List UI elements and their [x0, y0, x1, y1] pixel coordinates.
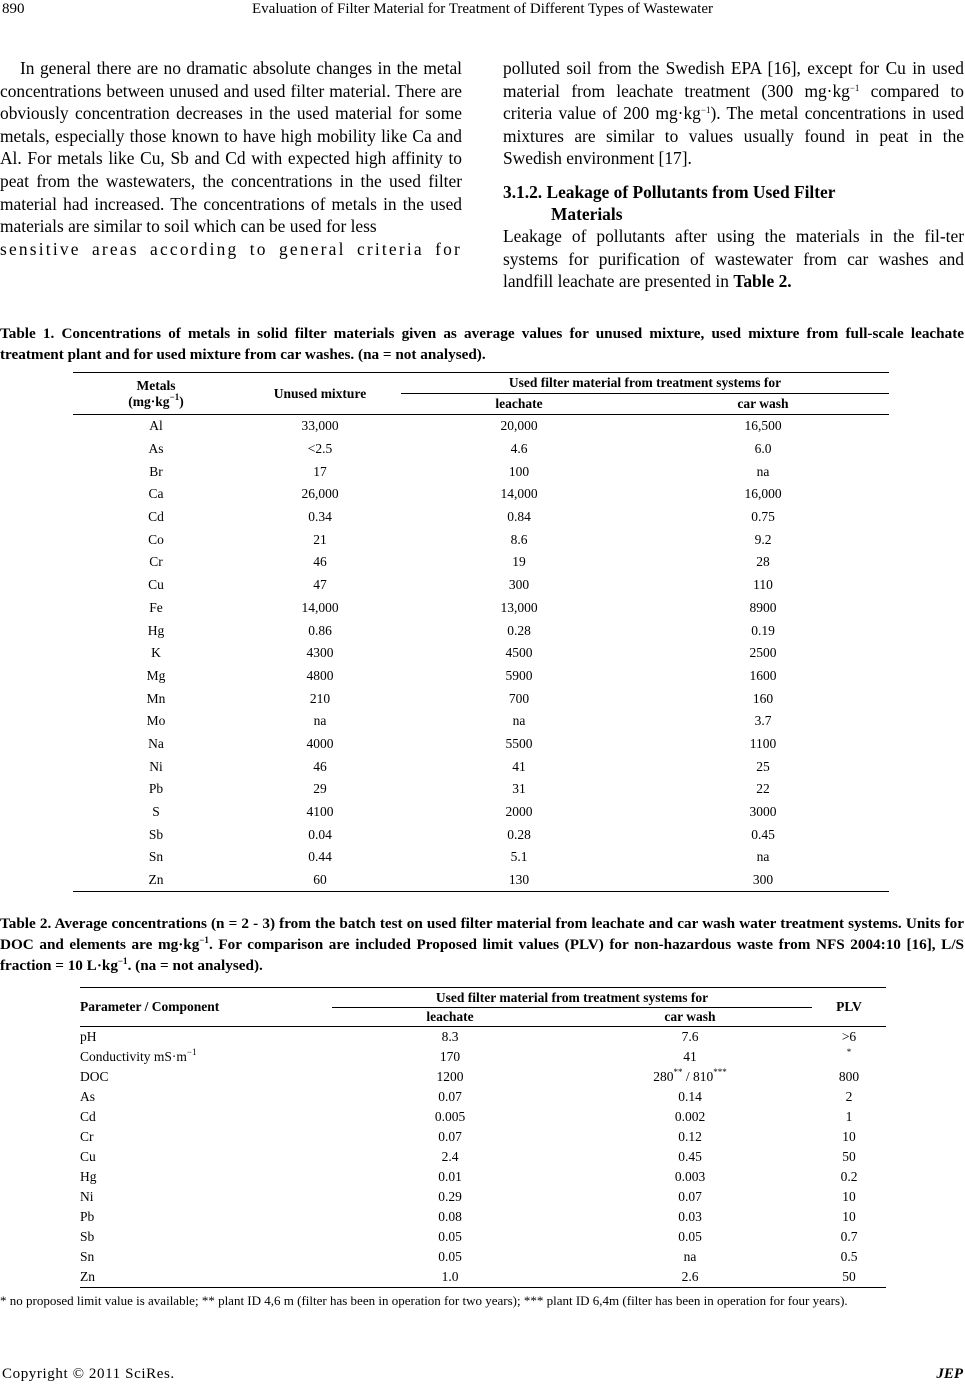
- table-row: [73, 597, 889, 620]
- cell-carwash: 22: [756, 781, 770, 797]
- table-row: [80, 1267, 886, 1288]
- table-row: [73, 574, 889, 597]
- cell-parameter: Sn: [80, 1249, 95, 1264]
- cell-metal: Mn: [146, 690, 166, 706]
- text-run: compared to criteria value of 200 mg·kg: [503, 80, 964, 124]
- cell-unused: 4100: [306, 804, 334, 820]
- cell-carwash: [568, 1067, 812, 1087]
- cell-unused: 14,000: [301, 599, 339, 615]
- cell-plv: 0.5: [840, 1249, 858, 1264]
- cell-unused: 46: [313, 758, 327, 774]
- cell-carwash: 0.45: [678, 1149, 702, 1164]
- cell-carwash: 0.07: [678, 1189, 702, 1204]
- cell-carwash: 6.0: [754, 441, 772, 457]
- body-line: In general there are no dramatic absolute changes in: [20, 58, 392, 78]
- cell-leachate: 0.07: [438, 1129, 462, 1144]
- cell-parameter: Ni: [80, 1189, 94, 1204]
- cell-plv: [812, 1047, 886, 1067]
- cell-leachate: 19: [512, 554, 526, 570]
- cell-text: Conductivity mS·m: [80, 1049, 187, 1064]
- table-row: [73, 846, 889, 869]
- cell-carwash: 0.14: [678, 1089, 702, 1104]
- units-label: (mg·kg: [128, 393, 170, 409]
- cell-unused: <2.5: [307, 441, 333, 457]
- cell-carwash: 16,500: [744, 418, 782, 434]
- cell-metal: Cd: [148, 509, 164, 525]
- table-row: [73, 801, 889, 824]
- text-run: Leakage of pollutants after using the materials in the fil-ter systems for purification of wastewater from car washes and landfill leachate are presented in: [503, 225, 964, 292]
- cell-text: 280: [653, 1069, 674, 1084]
- cell-unused: 46: [313, 554, 327, 570]
- body-line: wastewaters, the concentrations in the used filter material: [0, 170, 463, 214]
- right-column: [503, 57, 964, 293]
- table-row: [73, 619, 889, 642]
- page-number: 890: [2, 1, 25, 17]
- cell-leachate: 100: [508, 463, 530, 479]
- cell-leachate: 8.6: [510, 531, 528, 547]
- cell-carwash: 7.6: [681, 1029, 699, 1044]
- cell-metal: Cr: [149, 554, 163, 570]
- section-heading: [503, 181, 964, 225]
- table-row: [80, 1187, 886, 1207]
- cell-leachate: 1.0: [332, 1267, 568, 1288]
- cell-carwash: 41: [683, 1049, 697, 1064]
- text-run: polluted soil from the Swedish EPA [16], except for Cu in used material from leachate treatment (300 mg·kg: [503, 58, 964, 101]
- cell-parameter: Cr: [80, 1129, 94, 1144]
- cell-unused: 4000: [306, 735, 334, 751]
- cell-carwash: na: [756, 463, 770, 479]
- cell-leachate: 13,000: [500, 599, 538, 615]
- table-row: [73, 823, 889, 846]
- table-row: [73, 438, 889, 461]
- cell-leachate: 170: [439, 1049, 461, 1064]
- table-row: [73, 710, 889, 733]
- table2-footnote: * no proposed limit value is available; ** plant ID 4,6 m (filter has been in operation for two years); *** plant ID 6,4m (filter has been in operation for four years).: [0, 1293, 848, 1308]
- cell-plv: 1: [845, 1109, 853, 1124]
- cell-unused: 0.86: [308, 622, 332, 638]
- cell-parameter: pH: [80, 1029, 97, 1044]
- cell-metal: Hg: [147, 622, 165, 638]
- cell-plv: 10: [842, 1129, 856, 1144]
- cell-carwash: 0.03: [678, 1209, 702, 1224]
- cell-parameter: DOC: [80, 1069, 109, 1084]
- cell-carwash: 1100: [749, 735, 777, 751]
- cell-leachate: 0.08: [438, 1209, 462, 1224]
- col-header-unused: Unused mixture: [239, 373, 401, 415]
- cell-carwash: 110: [753, 577, 773, 593]
- cell-unused: 33,000: [301, 418, 339, 434]
- superscript: −1: [849, 82, 860, 93]
- cell-parameter: As: [80, 1089, 96, 1104]
- cell-leachate: 5500: [505, 735, 533, 751]
- cell-plv: 800: [838, 1069, 860, 1084]
- cell-carwash: na: [683, 1249, 697, 1264]
- cell-leachate: 4500: [505, 645, 533, 661]
- cell-carwash: 2.6: [568, 1267, 812, 1288]
- cell-leachate: 0.84: [507, 509, 531, 525]
- cell-metal: As: [148, 441, 164, 457]
- table-row: [80, 1127, 886, 1147]
- left-paragraph: [0, 57, 462, 238]
- body-line: materials are similar to soil which can be used for less: [0, 216, 377, 237]
- table-row: [73, 755, 889, 778]
- cell-unused: 0.44: [308, 849, 332, 865]
- cell-unused: 4800: [306, 667, 334, 683]
- cell-carwash: 28: [756, 554, 770, 570]
- table-row: [80, 1147, 886, 1167]
- table-row: [73, 733, 889, 756]
- cell-carwash: 9.2: [754, 531, 772, 547]
- table-row: [73, 869, 889, 892]
- cell-metal: Mo: [146, 713, 166, 729]
- table-row: [73, 415, 889, 438]
- cell-carwash: 8900: [749, 599, 777, 615]
- table-row: [80, 1087, 886, 1107]
- table-row: [80, 1207, 886, 1227]
- table-reference: Table 2: [733, 271, 788, 292]
- text-run: ). The metal concentrations in used mixtures are similar to values usually found in peat in the Swedish environment [17].: [503, 103, 964, 169]
- cell-metal: S: [152, 804, 160, 820]
- superscript: −1: [199, 935, 209, 945]
- cell-metal: Co: [148, 531, 164, 547]
- cell-parameter: [80, 1047, 332, 1067]
- cell-leachate: 700: [508, 690, 530, 706]
- cell-parameter: Cd: [80, 1109, 96, 1124]
- units-close: ): [179, 393, 184, 409]
- cell-plv: 0.7: [840, 1229, 858, 1244]
- table-row: [80, 1227, 886, 1247]
- cell-metal: Ni: [149, 758, 163, 774]
- text-run: .: [787, 271, 792, 292]
- cell-leachate: 130: [401, 869, 637, 892]
- table-row: [73, 460, 889, 483]
- col-header-group: Used filter material from treatment systems for: [401, 373, 889, 394]
- col-header-leachate: leachate: [401, 394, 637, 415]
- cell-unused: 21: [313, 531, 327, 547]
- left-column: [0, 57, 462, 260]
- table1: [73, 372, 889, 892]
- table-row: [80, 1247, 886, 1267]
- cell-unused: 29: [313, 781, 327, 797]
- right-paragraph-2: [503, 225, 964, 293]
- cell-metal: Mg: [146, 667, 166, 683]
- table-row: [80, 1027, 886, 1048]
- cell-carwash: 25: [756, 758, 770, 774]
- body-line: the used material for some metals, especially those known: [0, 103, 462, 146]
- superscript: **: [673, 1067, 683, 1077]
- cell-leachate: 0.07: [438, 1089, 462, 1104]
- cell-leachate: 20,000: [500, 418, 538, 434]
- cell-metal: Zn: [73, 869, 239, 892]
- body-line-last: sensitive areas according to general criteria for: [0, 238, 462, 259]
- cell-parameter: Pb: [80, 1209, 95, 1224]
- cell-metal: Al: [149, 418, 163, 434]
- cell-leachate: 0.005: [434, 1109, 466, 1124]
- cell-leachate: 0.05: [438, 1249, 462, 1264]
- table-row: [73, 642, 889, 665]
- cell-carwash: 0.003: [674, 1169, 706, 1184]
- running-header: [0, 0, 965, 22]
- cell-plv: 10: [842, 1209, 856, 1224]
- cell-leachate: 5.1: [510, 849, 528, 865]
- table-row: [73, 551, 889, 574]
- cell-carwash: 160: [752, 690, 774, 706]
- cell-leachate: 1200: [436, 1069, 464, 1084]
- cell-parameter: Cu: [80, 1149, 96, 1164]
- cell-metal: Ca: [148, 486, 164, 502]
- cell-metal: K: [151, 645, 161, 661]
- cell-plv: 0.2: [840, 1169, 858, 1184]
- cell-unused: 47: [313, 577, 327, 593]
- cell-leachate: 2000: [505, 804, 533, 820]
- col-header-metals: [73, 373, 239, 415]
- cell-leachate: 0.01: [438, 1169, 462, 1184]
- cell-plv: 50: [812, 1267, 886, 1288]
- col-header-carwash: car wash: [637, 394, 889, 415]
- caption-run: . For comparison are included Proposed limit values (PLV) for non-hazardous waste from NFS 2004:10 [16], L/S fraction = 10 L·kg: [0, 936, 964, 974]
- table-row: [73, 687, 889, 710]
- cell-leachate: 0.28: [507, 826, 531, 842]
- col-header-carwash: car wash: [568, 1008, 812, 1027]
- cell-metal: Na: [148, 735, 164, 751]
- table1-body: [73, 415, 889, 892]
- cell-metal: Sn: [148, 849, 164, 865]
- cell-parameter: Zn: [80, 1267, 332, 1288]
- cell-unused: 17: [313, 463, 327, 479]
- cell-carwash: 3000: [749, 804, 777, 820]
- cell-carwash: 0.002: [674, 1109, 706, 1124]
- cell-plv: 50: [842, 1149, 856, 1164]
- cell-carwash: 1600: [749, 667, 777, 683]
- body-line: Sb and Cd with expected high affinity to peat from the: [0, 148, 463, 191]
- cell-leachate: 4.6: [510, 441, 528, 457]
- table-row: [73, 483, 889, 506]
- body-line: to have high mobility like Ca and Al. For metals like Cu,: [0, 125, 462, 169]
- cell-plv: >6: [841, 1029, 857, 1044]
- cell-leachate: 300: [508, 577, 530, 593]
- table2-body: [80, 1027, 886, 1288]
- superscript: ***: [713, 1067, 727, 1077]
- table-row: [80, 1047, 886, 1067]
- table-row: [80, 1067, 886, 1087]
- superscript: −1: [700, 105, 711, 116]
- table-row: [73, 778, 889, 801]
- body-line: the metal concentrations between unused and used filter: [0, 58, 462, 101]
- section-heading-line2: Materials: [551, 203, 623, 224]
- cell-metal: Fe: [149, 599, 163, 615]
- superscript: −1: [117, 956, 128, 966]
- col-header-plv: PLV: [812, 988, 886, 1027]
- superscript: −1: [169, 391, 180, 402]
- cell-leachate: 5900: [505, 667, 533, 683]
- col-header-parameter: Parameter / Component: [80, 988, 332, 1027]
- cell-metal: Cu: [148, 577, 164, 593]
- table-row: [73, 506, 889, 529]
- cell-leachate: 2.4: [441, 1149, 459, 1164]
- cell-unused: 60: [239, 869, 401, 892]
- cell-carwash: 3.7: [754, 713, 772, 729]
- cell-carwash: 0.12: [678, 1129, 702, 1144]
- copyright-notice: Copyright © 2011 SciRes.: [2, 1366, 175, 1382]
- cell-metal: Br: [149, 463, 163, 479]
- cell-text: / 810: [682, 1069, 714, 1084]
- metals-label: Metals: [136, 377, 176, 393]
- cell-metal: Sb: [148, 826, 164, 842]
- journal-abbrev: JEP: [936, 1366, 963, 1382]
- table-row: [80, 1107, 886, 1127]
- table2-caption: [0, 913, 964, 976]
- table-row: [73, 528, 889, 551]
- section-heading-line1: 3.1.2. Leakage of Pollutants from Used Filter: [503, 181, 836, 202]
- running-title: Evaluation of Filter Material for Treatment of Different Types of Wastewater: [252, 1, 713, 17]
- cell-unused: 0.04: [308, 826, 332, 842]
- cell-unused: 210: [309, 690, 331, 706]
- superscript: *: [846, 1047, 852, 1057]
- cell-carwash: 2500: [749, 645, 777, 661]
- caption-run: . (na = not analysed).: [127, 957, 263, 974]
- table-row: [73, 665, 889, 688]
- cell-parameter: Hg: [80, 1169, 97, 1184]
- cell-leachate: 0.05: [438, 1229, 462, 1244]
- cell-plv: 2: [845, 1089, 853, 1104]
- body-line: material. There are obviously concentration decreases in: [0, 80, 462, 124]
- cell-leachate: 8.3: [441, 1029, 459, 1044]
- superscript: −1: [186, 1047, 197, 1057]
- cell-carwash: 0.45: [751, 826, 775, 842]
- cell-carwash: 0.05: [678, 1229, 702, 1244]
- cell-leachate: na: [512, 713, 526, 729]
- cell-carwash: 0.19: [751, 622, 775, 638]
- cell-leachate: 0.28: [507, 622, 531, 638]
- cell-plv: 10: [842, 1189, 856, 1204]
- cell-carwash: na: [756, 849, 770, 865]
- cell-carwash: 300: [637, 869, 889, 892]
- cell-unused: na: [313, 713, 327, 729]
- cell-leachate: 0.29: [438, 1189, 462, 1204]
- body-line: had increased. The concentrations of metals in the used: [63, 193, 462, 214]
- col-header-leachate: leachate: [332, 1008, 568, 1027]
- table-row: [80, 1167, 886, 1187]
- col-header-group: Used filter material from treatment systems for: [332, 988, 812, 1008]
- cell-carwash: 0.75: [751, 509, 775, 525]
- right-paragraph: [503, 57, 964, 170]
- cell-parameter: Sb: [80, 1229, 95, 1244]
- cell-unused: 0.34: [308, 509, 332, 525]
- cell-carwash: 16,000: [744, 486, 782, 502]
- cell-leachate: 31: [512, 781, 526, 797]
- cell-unused: 4300: [306, 645, 334, 661]
- caption-run: Table 2. Average concentrations (n = 2 - 3) from the batch test on used filter material from leachate and car wash water treatment systems. Units for DOC and elements are mg·kg: [0, 915, 964, 953]
- cell-leachate: 41: [512, 758, 526, 774]
- cell-metal: Pb: [148, 781, 164, 797]
- cell-leachate: 14,000: [500, 486, 538, 502]
- table1-caption: Table 1. Concentrations of metals in solid filter materials given as average values for unused mixture, used mixture from full-scale leachate treatment plant and for used mixture from car washes. (na = not analysed).: [0, 325, 964, 363]
- cell-unused: 26,000: [301, 486, 339, 502]
- table2: [80, 987, 886, 1288]
